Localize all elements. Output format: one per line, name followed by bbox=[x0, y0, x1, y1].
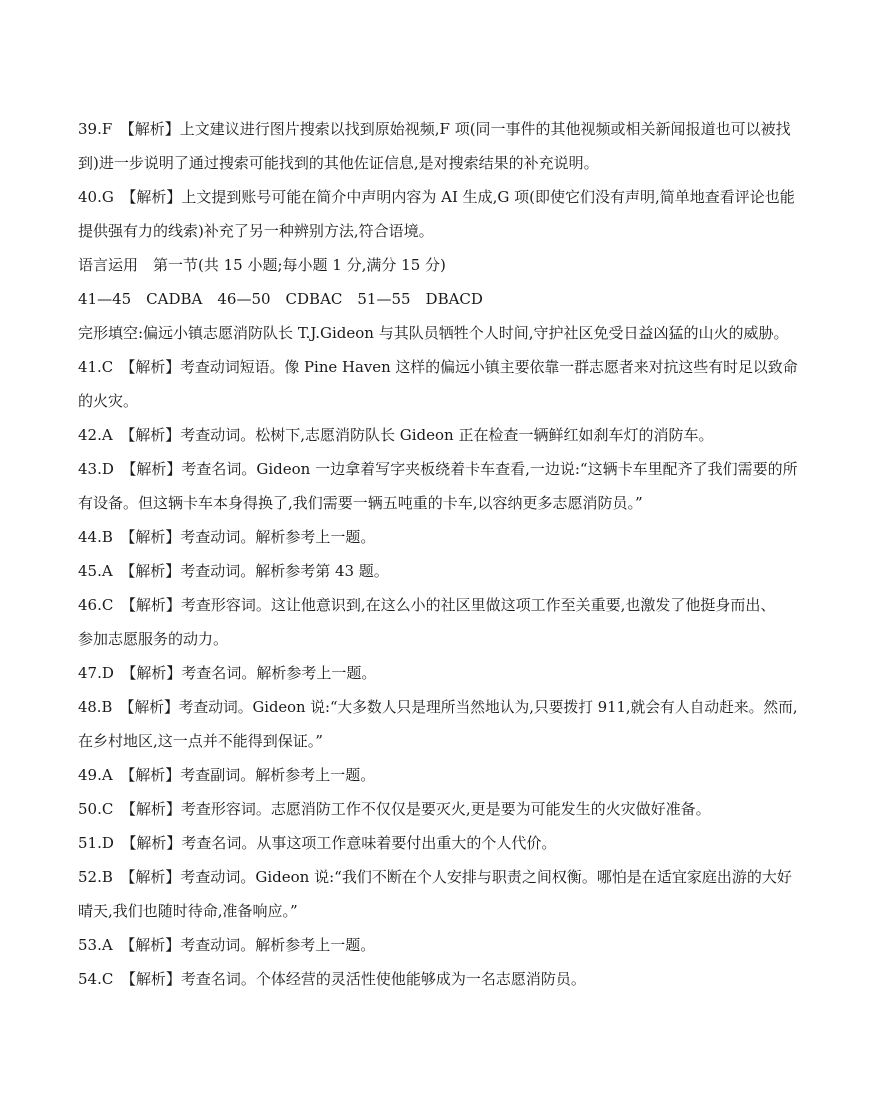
q48-line-2: 在乡村地区,这一点并不能得到保证。” bbox=[78, 732, 323, 750]
q41-line-2: 的火灾。 bbox=[78, 392, 139, 410]
cloze-summary: 完形填空:偏远小镇志愿消防队长 T.J.Gideon 与其队员牺牲个人时间,守护社区免受日益凶猛的山火的威胁。 bbox=[78, 324, 789, 342]
q42-line: 42.A 【解析】考查动词。松树下,志愿消防队长 Gideon 正在检查一辆鲜红如刹车灯的消防车。 bbox=[78, 426, 714, 444]
q47-line: 47.D 【解析】考查名词。解析参考上一题。 bbox=[78, 664, 377, 682]
q50-line: 50.C 【解析】考查形容词。志愿消防工作不仅仅是要灭火,更是要为可能发生的火灾做好准备。 bbox=[78, 800, 711, 818]
q52-line-2: 晴天,我们也随时待命,准备响应。” bbox=[78, 902, 298, 920]
answer-key: 41—45 CADBA 46—50 CDBAC 51—55 DBACD bbox=[78, 290, 483, 308]
q43-line-2: 有设备。但这辆卡车本身得换了,我们需要一辆五吨重的卡车,以容纳更多志愿消防员。” bbox=[78, 494, 643, 512]
q46-line-2: 参加志愿服务的动力。 bbox=[78, 630, 229, 648]
q45-line: 45.A 【解析】考查动词。解析参考第 43 题。 bbox=[78, 562, 389, 580]
q48-line-1: 48.B 【解析】考查动词。Gideon 说:“大多数人只是理所当然地认为,只要拨打 911,就会有人自动赶来。然而, bbox=[78, 698, 798, 716]
q46-line-1: 46.C 【解析】考查形容词。这让他意识到,在这么小的社区里做这项工作至关重要,也激发了他挺身而出、 bbox=[78, 596, 776, 614]
q44-line: 44.B 【解析】考查动词。解析参考上一题。 bbox=[78, 528, 376, 546]
q43-line-1: 43.D 【解析】考查名词。Gideon 一边拿着写字夹板绕着卡车查看,一边说:“这辆卡车里配齐了我们需要的所 bbox=[78, 460, 798, 478]
q39-line-1: 39.F 【解析】上文建议进行图片搜索以找到原始视频,F 项(同一事件的其他视频或相关新闻报道也可以被找 bbox=[78, 120, 791, 138]
q40-line-2: 提供强有力的线索)补充了另一种辨别方法,符合语境。 bbox=[78, 222, 434, 240]
q53-line: 53.A 【解析】考查动词。解析参考上一题。 bbox=[78, 936, 376, 954]
q54-line: 54.C 【解析】考查名词。个体经营的灵活性使他能够成为一名志愿消防员。 bbox=[78, 970, 586, 988]
q49-line: 49.A 【解析】考查副词。解析参考上一题。 bbox=[78, 766, 376, 784]
q40-line-1: 40.G 【解析】上文提到账号可能在简介中声明内容为 AI 生成,G 项(即使它们没有声明,简单地查看评论也能 bbox=[78, 188, 795, 206]
q52-line-1: 52.B 【解析】考查动词。Gideon 说:“我们不断在个人安排与职责之间权衡。哪怕是在适宜家庭出游的大好 bbox=[78, 868, 792, 886]
q51-line: 51.D 【解析】考查名词。从事这项工作意味着要付出重大的个人代价。 bbox=[78, 834, 557, 852]
answer-document bbox=[78, 112, 798, 996]
q41-line-1: 41.C 【解析】考查动词短语。像 Pine Haven 这样的偏远小镇主要依靠一群志愿者来对抗这些有时足以致命 bbox=[78, 358, 798, 376]
q39-line-2: 到)进一步说明了通过搜索可能找到的其他佐证信息,是对搜索结果的补充说明。 bbox=[78, 154, 599, 172]
section-heading: 语言运用 第一节(共 15 小题;每小题 1 分,满分 15 分) bbox=[78, 256, 446, 274]
